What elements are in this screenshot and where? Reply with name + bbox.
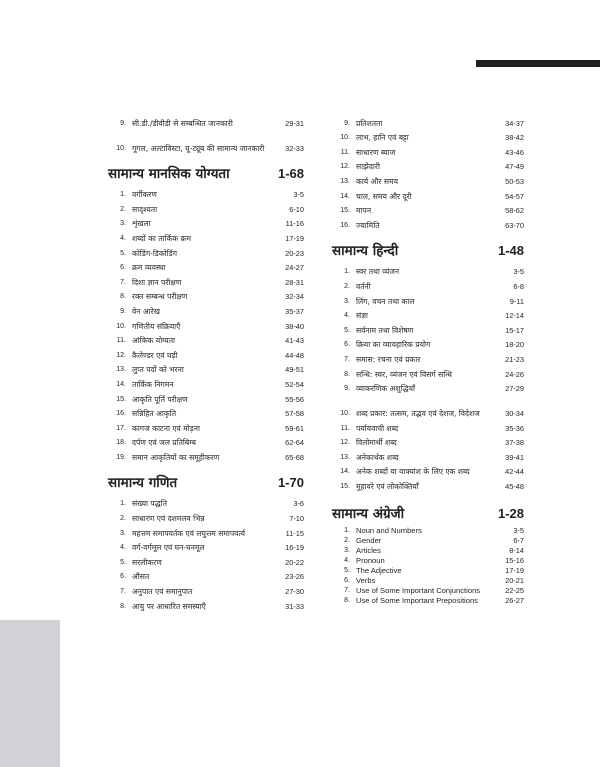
toc-item[interactable] <box>332 336 524 351</box>
toc-item[interactable] <box>108 539 304 554</box>
item-number: 9. <box>120 307 126 315</box>
item-pages: 35-36 <box>505 423 524 433</box>
toc-item[interactable]: 9. सी.डी./डीवीडी से सम्बन्धित जानकारी 29-31 <box>120 118 304 128</box>
item-title: Gender <box>356 536 382 546</box>
item-pages: 32-34 <box>285 292 304 302</box>
item-number: 10. <box>116 322 126 330</box>
toc-item[interactable] <box>332 566 524 576</box>
item-number: 8. <box>120 602 126 610</box>
item-pages: 20-22 <box>285 557 304 567</box>
item-number: 11. <box>340 148 350 156</box>
item-number: 3. <box>344 297 350 305</box>
toc-item[interactable] <box>108 568 304 583</box>
toc-item[interactable] <box>332 321 524 336</box>
toc-item[interactable] <box>332 263 524 278</box>
item-number: 14. <box>340 468 350 476</box>
item-title: चाल, समय और दूरी <box>356 191 412 201</box>
item-number: 7. <box>120 588 126 596</box>
item-title: Use of Some Important Conjunctions <box>356 586 481 596</box>
item-pages: 18-20 <box>505 340 524 350</box>
section-heading[interactable]: सामान्य मानसिक योग्यता 1-68 <box>108 165 304 182</box>
toc-item[interactable] <box>108 375 304 390</box>
item-number: 7. <box>344 355 350 363</box>
item-number: 13. <box>116 366 126 374</box>
toc-item[interactable] <box>108 582 304 597</box>
item-pages: 6-8 <box>513 281 524 291</box>
item-title: गणितीय संक्रियाएँ <box>132 321 181 331</box>
item-title: शब्द प्रकार: तत्सम, तद्भव एवं देशज, विदेशज <box>356 409 480 419</box>
toc-item[interactable] <box>108 597 304 612</box>
item-number: 12. <box>340 163 350 171</box>
item-title: कोडिंग-डिकोडिंग <box>132 248 177 258</box>
item-number: 5. <box>344 567 350 575</box>
item-pages: 57-58 <box>285 409 304 419</box>
item-title: तार्किक निगमन <box>132 379 174 389</box>
item-pages: 3-6 <box>293 499 304 509</box>
item-title: The Adjective <box>356 566 402 576</box>
item-title: मुहावरे एवं लोकोक्तियाँ <box>356 482 419 492</box>
item-title: कार्य और समय <box>356 176 398 186</box>
item-pages: 39-41 <box>505 452 524 462</box>
item-pages: 34-37 <box>505 118 524 128</box>
item-title: दर्पण एवं जल प्रतिबिम्ब <box>132 438 197 448</box>
item-number: 2. <box>344 537 350 545</box>
toc-item[interactable] <box>332 536 524 546</box>
item-title: Verbs <box>356 576 376 586</box>
item-pages: 26-27 <box>505 596 524 606</box>
item-title: साधारण ब्याज <box>356 147 396 157</box>
item-title: लाभ, हानि एवं बट्टा <box>356 133 409 143</box>
toc-item[interactable] <box>108 332 304 347</box>
item-pages: 17-19 <box>505 566 524 576</box>
toc-item[interactable] <box>332 380 524 395</box>
item-title: पर्यायवाची शब्द <box>356 423 399 433</box>
item-number: 8. <box>344 370 350 378</box>
item-pages: 12-14 <box>505 311 524 321</box>
toc-item[interactable] <box>332 277 524 292</box>
item-number: 8. <box>120 293 126 301</box>
item-pages: 8-14 <box>509 546 524 556</box>
toc-item[interactable] <box>108 361 304 376</box>
section-items <box>332 526 524 606</box>
toc-item[interactable] <box>332 434 524 449</box>
item-title: Noun and Numbers <box>356 526 422 536</box>
item-title: Articles <box>356 546 381 556</box>
item-number: 9. <box>344 119 350 127</box>
toc-item[interactable] <box>108 390 304 405</box>
item-title: समास: रचना एवं प्रकार <box>356 354 421 364</box>
item-number: 9. <box>344 385 350 393</box>
item-number: 19. <box>116 453 126 461</box>
item-number: 2. <box>344 282 350 290</box>
item-title: रक्त सम्बन्ध परीक्षण <box>132 292 188 302</box>
item-pages: 3-5 <box>293 190 304 200</box>
toc-item[interactable] <box>108 244 304 259</box>
item-pages: 38-42 <box>505 133 524 143</box>
toc-item[interactable] <box>332 477 524 492</box>
item-pages: 55-56 <box>285 394 304 404</box>
item-number: 5. <box>120 558 126 566</box>
item-pages: 27-29 <box>505 384 524 394</box>
item-pages: 28-31 <box>285 277 304 287</box>
section-heading[interactable]: सामान्य गणित 1-70 <box>108 474 304 491</box>
item-pages: 52-54 <box>285 379 304 389</box>
item-number: 13. <box>340 453 350 461</box>
item-pages: 3-5 <box>513 267 524 277</box>
toc-item[interactable] <box>332 307 524 322</box>
item-title: लुप्त पदों को भरना <box>132 365 184 375</box>
item-pages: 58-62 <box>505 206 524 216</box>
toc-item[interactable] <box>332 172 524 187</box>
item-pages: 17-19 <box>285 233 304 243</box>
item-number: 17. <box>116 424 126 432</box>
item-title: शृंखला <box>132 219 151 229</box>
item-pages: 11-15 <box>285 528 304 538</box>
item-pages: 24-27 <box>285 263 304 273</box>
item-title: शब्दों का तार्किक क्रम <box>132 233 192 243</box>
item-number: 16. <box>116 410 126 418</box>
toc-item[interactable] <box>108 215 304 230</box>
toc-item[interactable]: 10. गूगल, अल्टाविस्टा, यू-ट्यूब की सामान्य जानकारी 32-33 <box>116 143 304 153</box>
decorative-top-bar <box>476 60 600 67</box>
toc-item[interactable] <box>332 350 524 365</box>
item-pages: 20-21 <box>505 576 524 586</box>
item-pages: 30-34 <box>505 409 524 419</box>
item-pages: 42-44 <box>505 467 524 477</box>
toc-item[interactable] <box>108 405 304 420</box>
item-number: 18. <box>116 439 126 447</box>
item-pages: 63-70 <box>505 220 524 230</box>
item-title: सर्वनाम तथा विशेषण <box>356 325 414 335</box>
toc-item[interactable] <box>332 526 524 536</box>
item-number: 15. <box>116 395 126 403</box>
item-number: 2. <box>120 515 126 523</box>
toc-item[interactable] <box>332 216 524 231</box>
item-number: 4. <box>120 234 126 242</box>
item-title: सादृश्यता <box>132 204 158 214</box>
item-number: 1. <box>120 191 126 199</box>
item-number: 3. <box>344 547 350 555</box>
item-title: साधारण एवं दशमलव भिन्न <box>132 514 205 524</box>
item-number: 10. <box>340 134 350 142</box>
item-number: 1. <box>120 500 126 508</box>
item-number: 14. <box>116 380 126 388</box>
item-pages: 6-10 <box>289 204 304 214</box>
item-number: 10. <box>340 410 350 418</box>
item-title: महत्तम समापवर्तक एवं लघुत्तम समापवर्त्य <box>132 528 245 538</box>
item-title: कैलेण्डर एवं घड़ी <box>132 350 178 360</box>
item-number: 6. <box>120 264 126 272</box>
item-pages: 65-68 <box>285 452 304 462</box>
toc-item[interactable] <box>332 129 524 144</box>
item-title: कागज काटना एवं मोड़ना <box>132 423 200 433</box>
item-number: 13. <box>340 177 350 185</box>
toc-item[interactable] <box>108 495 304 510</box>
toc-item[interactable] <box>332 419 524 434</box>
toc-item[interactable] <box>332 576 524 586</box>
item-pages: 31-33 <box>285 601 304 611</box>
section-items <box>108 186 304 463</box>
item-pages: 6-7 <box>513 536 524 546</box>
toc-item[interactable] <box>332 187 524 202</box>
item-title: औसत <box>132 572 150 582</box>
item-pages: 11-16 <box>285 219 304 229</box>
item-number: 4. <box>344 557 350 565</box>
item-pages: 21-23 <box>505 354 524 364</box>
toc-item[interactable] <box>108 288 304 303</box>
item-number: 12. <box>340 439 350 447</box>
item-pages: 22-25 <box>505 586 524 596</box>
item-number: 8. <box>344 597 350 605</box>
toc-item[interactable] <box>108 346 304 361</box>
item-number: 4. <box>120 544 126 552</box>
item-title: वर्ग-वर्गमूल एवं घन-घनमूल <box>132 543 205 553</box>
toc-item[interactable] <box>332 158 524 173</box>
toc-item[interactable] <box>108 434 304 449</box>
item-number: 12. <box>116 351 126 359</box>
item-title: ज्यामिति <box>356 220 380 230</box>
item-title: सन्निहित आकृति <box>132 409 177 419</box>
item-title: वर्तनी <box>356 281 371 291</box>
item-title: क्रम व्यवस्था <box>132 263 166 273</box>
section-items <box>108 495 304 612</box>
section-heading[interactable]: सामान्य हिन्दी 1-48 <box>332 242 524 259</box>
item-title: सन्धि: स्वर, व्यंजन एवं विसर्ग सन्धि <box>356 369 452 379</box>
toc-item[interactable] <box>108 317 304 332</box>
item-pages: 15-16 <box>505 556 524 566</box>
toc-item[interactable] <box>332 202 524 217</box>
toc-item[interactable] <box>332 596 524 606</box>
item-title: प्रतिशतता <box>356 118 383 128</box>
item-pages: 16-19 <box>285 543 304 553</box>
item-title: संख्या पद्धति <box>132 499 168 509</box>
toc-item[interactable] <box>332 586 524 596</box>
item-number: 7. <box>120 278 126 286</box>
item-number: 15. <box>340 207 350 215</box>
item-number: 6. <box>344 341 350 349</box>
item-title: स्वर तथा व्यंजन <box>356 267 400 277</box>
toc-item[interactable] <box>108 186 304 201</box>
item-number: 1. <box>344 527 350 535</box>
item-number: 6. <box>120 573 126 581</box>
item-title: अनेक शब्दों या वाक्यांश के लिए एक शब्द <box>356 467 470 477</box>
item-title: संज्ञा <box>356 311 368 321</box>
item-pages: 41-43 <box>285 336 304 346</box>
item-pages: 38-40 <box>285 321 304 331</box>
item-title: सरलीकरण <box>132 557 162 567</box>
item-pages: 47-49 <box>505 162 524 172</box>
item-pages: 37-38 <box>505 438 524 448</box>
item-pages: 20-23 <box>285 248 304 258</box>
toc-item[interactable] <box>108 259 304 274</box>
item-title: आयु पर आधारित समस्याएँ <box>132 601 206 611</box>
item-title: Pronoun <box>356 556 385 566</box>
toc-item[interactable] <box>332 546 524 556</box>
toc-item[interactable] <box>108 553 304 568</box>
decorative-side-block <box>0 620 60 767</box>
item-number: 3. <box>120 220 126 228</box>
item-pages: 49-51 <box>285 365 304 375</box>
section-heading[interactable]: सामान्य अंग्रेजी 1-28 <box>332 506 524 523</box>
toc-item[interactable] <box>332 448 524 463</box>
toc-item[interactable] <box>108 302 304 317</box>
item-title: समान आकृतियों का समूहीकरण <box>132 452 220 462</box>
toc-right-column <box>332 114 524 606</box>
item-pages: 45-48 <box>505 482 524 492</box>
item-number: 5. <box>344 326 350 334</box>
section-items <box>332 114 524 231</box>
item-pages: 7-10 <box>289 514 304 524</box>
item-number: 3. <box>120 529 126 537</box>
item-title: व्याकरणिक अशुद्धियाँ <box>356 384 415 394</box>
section-items <box>332 263 524 492</box>
item-title: अनुपात एवं समानुपात <box>132 587 193 597</box>
item-title: आकृति पूर्ति परीक्षण <box>132 394 188 404</box>
toc-item[interactable] <box>108 509 304 524</box>
item-title: अनेकार्थक शब्द <box>356 452 399 462</box>
item-number: 6. <box>344 577 350 585</box>
item-pages: 24-26 <box>505 369 524 379</box>
item-title: Use of Some Important Prepositions <box>356 596 478 606</box>
item-number: 1. <box>344 268 350 276</box>
toc-item[interactable] <box>332 292 524 307</box>
item-title: दिशा ज्ञान परीक्षण <box>132 277 182 287</box>
item-number: 15. <box>340 483 350 491</box>
item-number: 14. <box>340 192 350 200</box>
toc-item[interactable] <box>108 229 304 244</box>
toc-item[interactable] <box>108 419 304 434</box>
item-pages: 50-53 <box>505 176 524 186</box>
toc-item[interactable] <box>108 273 304 288</box>
toc-item[interactable] <box>332 556 524 566</box>
item-title: विलोमार्थी शब्द <box>356 438 397 448</box>
item-pages: 9-11 <box>509 296 524 306</box>
item-number: 11. <box>340 424 350 432</box>
item-number: 5. <box>120 249 126 257</box>
toc-item[interactable] <box>108 524 304 539</box>
item-pages: 35-37 <box>285 306 304 316</box>
toc-item[interactable] <box>332 143 524 158</box>
toc-item[interactable] <box>108 200 304 215</box>
item-pages: 44-48 <box>285 350 304 360</box>
item-title: साझेदारी <box>356 162 380 172</box>
item-pages: 3-5 <box>513 526 524 536</box>
item-pages: 43-46 <box>505 147 524 157</box>
item-title: क्रिया का व्यावहारिक प्रयोग <box>356 340 431 350</box>
item-pages: 59-61 <box>285 423 304 433</box>
item-pages: 15-17 <box>505 325 524 335</box>
item-number: 11. <box>116 337 126 345</box>
toc-item[interactable] <box>332 463 524 478</box>
toc-item[interactable] <box>332 365 524 380</box>
item-pages: 62-64 <box>285 438 304 448</box>
toc-item[interactable] <box>108 448 304 463</box>
item-number: 2. <box>120 205 126 213</box>
item-title: आंकिक योग्यता <box>132 336 176 346</box>
item-title: वेन आरेख <box>132 306 160 316</box>
item-title: लिंग, वचन तथा काल <box>356 296 415 306</box>
item-pages: 27-30 <box>285 587 304 597</box>
toc-item[interactable] <box>332 394 524 419</box>
toc-left-column <box>108 114 304 612</box>
item-number: 16. <box>340 221 350 229</box>
item-title: वर्गीकरण <box>132 190 157 200</box>
item-number: 7. <box>344 587 350 595</box>
item-number: 4. <box>344 312 350 320</box>
toc-item[interactable] <box>332 114 524 129</box>
item-pages: 23-26 <box>285 572 304 582</box>
item-pages: 54-57 <box>505 191 524 201</box>
item-title: मापन <box>356 206 372 216</box>
